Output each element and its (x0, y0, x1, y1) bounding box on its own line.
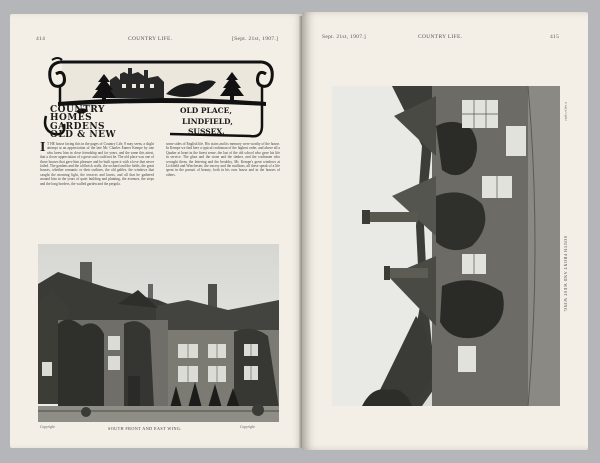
series-title (50, 106, 116, 140)
right-issue-date: Sept. 21st, 1907.] (322, 34, 367, 40)
magazine-spread (10, 12, 590, 452)
body-column-1 (40, 142, 154, 234)
town-name: LINDFIELD, (182, 116, 233, 126)
article-masthead (40, 54, 280, 140)
right-running-title: COUNTRY LIFE. (418, 34, 463, 40)
left-issue-date: [Sept. 21st, 1907.] (232, 36, 279, 42)
drop-cap: I (40, 142, 46, 155)
right-page-number: 415 (550, 34, 560, 40)
article-title (180, 106, 233, 138)
left-running-title: COUNTRY LIFE. (128, 36, 173, 42)
property-name: OLD PLACE, (180, 106, 232, 115)
series-line-2: HOMES (50, 113, 93, 124)
county-name: SUSSEX. (188, 127, 225, 136)
body-column-1-text: T HE house facing this in the pages of Country Life, 8 may seem, a slight attempt at an appreciation of the late Mr. Charles Eamer Kempe by one who knew him in close friendship and for years, and the same this attest, that a closer appreciation of a great soul could not be. The old place was one of those houses that gave him pleasure and he built upon it with a love that never failed. The gardens and the old brick walls, the orchard and the fields, the great houses, whether romantic or their outlines, the old gables, the windows that caught the morning light, the terraces and lawns, and all that he gathered around him in the years of quiet building and planting, the avenues, the steps and the long borders, the walled garden and the pergola. (40, 142, 154, 186)
left-photo-credit-right: Copyright (240, 425, 255, 429)
right-photo-caption: SOUTH FRONT AND WEST WING. (563, 236, 568, 313)
left-photo-credit: Copyright (40, 425, 55, 429)
body-column-2: some sides of English life. His stairs and its memory were worthy of the house. In Kempe we find here a typical craftsman of the highest order, and above all a Quaker at heart in the finest sense, the last of the old school who gave his life in service. The glass and the stone and the timber, and the craftsmen who wrought them, the lettering and the heraldry, Mr. Kempe's great windows at Lichfield and Winchester, the tracery and the mullions, all these speak of a life spent in the pursuit of beauty, both in his own house and in the houses of others. (166, 142, 280, 177)
series-line-3: GARDENS (50, 121, 106, 132)
series-line-1: COUNTRY (50, 105, 105, 115)
right-photo-credit: Copyright (564, 102, 568, 122)
west-wing-photo (332, 86, 560, 406)
left-page-number: 414 (36, 36, 46, 42)
south-front-photo (38, 244, 279, 422)
left-page (10, 14, 302, 448)
series-line-4: OLD & NEW (50, 130, 117, 141)
article-body (40, 142, 280, 234)
right-page (302, 12, 588, 450)
left-photo-caption: SOUTH FRONT AND EAST WING. (108, 426, 182, 431)
